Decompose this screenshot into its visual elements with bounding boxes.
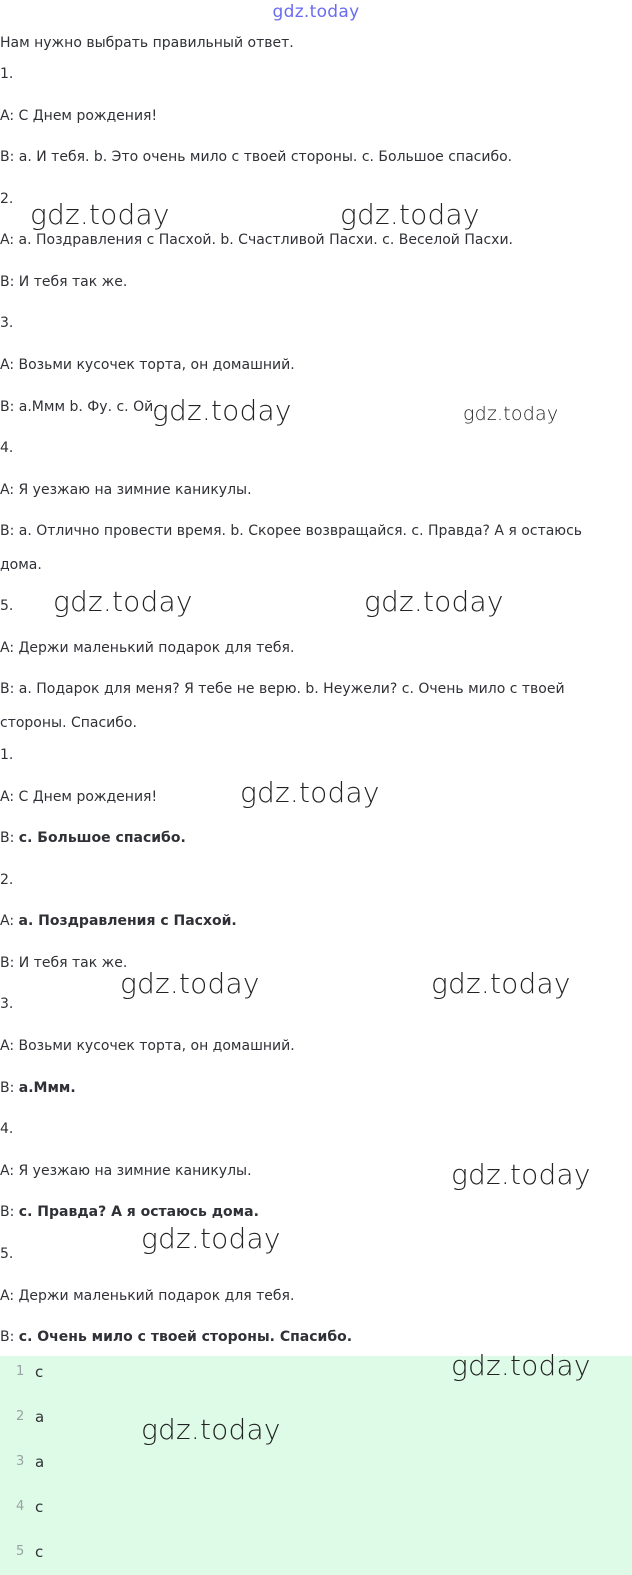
question-line-b: B: a.Ммм b. Фу. c. Ой. <box>0 399 158 415</box>
solution-number: 3. <box>0 996 14 1012</box>
speaker-label: B: <box>0 830 19 846</box>
question-line-b: B: a. И тебя. b. Это очень мило с твоей стороны. c. Большое спасибо. <box>0 149 513 165</box>
answer-value: a <box>35 1453 45 1471</box>
answer-value: a <box>35 1408 45 1426</box>
answer-number: 2 <box>16 1409 25 1424</box>
solution-number: 4. <box>0 1121 14 1137</box>
watermark: gdz.today <box>451 1158 591 1191</box>
solution-line-a: A: Возьми кусочек торта, он домашний. <box>0 1038 295 1054</box>
watermark: gdz.today <box>431 967 571 1000</box>
answers-box <box>0 1356 632 1575</box>
correct-answer: a.Ммм. <box>18 1080 76 1096</box>
question-line-a: A: Возьми кусочек торта, он домашний. <box>0 357 295 373</box>
question-line-a: A: a. Поздравления с Пасхой. b. Счастливой Пасхи. c. Веселой Пасхи. <box>0 232 513 248</box>
answer-number: 3 <box>16 1454 25 1469</box>
question-number: 1. <box>0 66 14 82</box>
correct-answer: c. Правда? А я остаюсь дома. <box>18 1204 259 1220</box>
answer-value: c <box>35 1363 44 1381</box>
question-number: 5. <box>0 598 14 614</box>
correct-answer: a. Поздравления с Пасхой. <box>18 913 237 929</box>
solution-line-a <box>0 912 237 930</box>
solution-line-a: A: С Днем рождения! <box>0 789 158 805</box>
correct-answer: c. Очень мило с твоей стороны. Спасибо. <box>18 1329 353 1345</box>
question-line-a: A: Держи маленький подарок для тебя. <box>0 640 295 656</box>
solution-number: 2. <box>0 872 14 888</box>
solution-line-b <box>0 1203 259 1221</box>
watermark: gdz.today <box>451 1349 591 1382</box>
watermark: gdz.today <box>30 198 170 231</box>
question-line-b: B: a. Отлично провести время. b. Скорее возвращайся. c. Правда? А я остаюсь <box>0 523 583 539</box>
solution-line-b <box>0 829 186 847</box>
question-number: 4. <box>0 440 14 456</box>
solution-number: 1. <box>0 747 14 763</box>
question-number: 2. <box>0 191 14 207</box>
solution-line-a: A: Я уезжаю на зимние каникулы. <box>0 1163 252 1179</box>
watermark: gdz.today <box>240 776 380 809</box>
solution-line-a: A: Держи маленький подарок для тебя. <box>0 1288 295 1304</box>
answer-number: 1 <box>16 1364 25 1379</box>
site-logo[interactable]: gdz.today <box>272 2 360 22</box>
watermark: gdz.today <box>141 1222 281 1255</box>
task-intro: Нам нужно выбрать правильный ответ. <box>0 35 294 51</box>
question-line-a: A: Я уезжаю на зимние каникулы. <box>0 482 252 498</box>
solution-line-b <box>0 1328 352 1346</box>
question-line-b-cont: дома. <box>0 557 42 573</box>
question-line-b-cont: стороны. Спасибо. <box>0 715 137 731</box>
watermark: gdz.today <box>120 967 260 1000</box>
speaker-label: B: <box>0 1080 19 1096</box>
question-line-b: B: a. Подарок для меня? Я тебе не верю. b. Неужели? c. Очень мило с твоей <box>0 681 565 697</box>
speaker-label: B: <box>0 1204 19 1220</box>
speaker-label: A: <box>0 913 19 929</box>
answer-value: c <box>35 1498 44 1516</box>
solution-line-b: B: И тебя так же. <box>0 955 128 971</box>
watermark: gdz.today <box>340 198 480 231</box>
watermark: gdz.today <box>364 585 504 618</box>
watermark: gdz.today <box>141 1413 281 1446</box>
speaker-label: B: <box>0 1329 19 1345</box>
solution-line-b <box>0 1079 76 1097</box>
question-number: 3. <box>0 315 14 331</box>
answer-number: 4 <box>16 1499 25 1514</box>
answer-value: c <box>35 1543 44 1561</box>
correct-answer: c. Большое спасибо. <box>18 830 186 846</box>
question-line-a: A: С Днем рождения! <box>0 108 158 124</box>
solution-number: 5. <box>0 1246 14 1262</box>
question-line-b: B: И тебя так же. <box>0 274 128 290</box>
watermark: gdz.today <box>463 403 559 425</box>
watermark: gdz.today <box>152 394 292 427</box>
watermark: gdz.today <box>53 585 193 618</box>
answer-number: 5 <box>16 1544 25 1559</box>
